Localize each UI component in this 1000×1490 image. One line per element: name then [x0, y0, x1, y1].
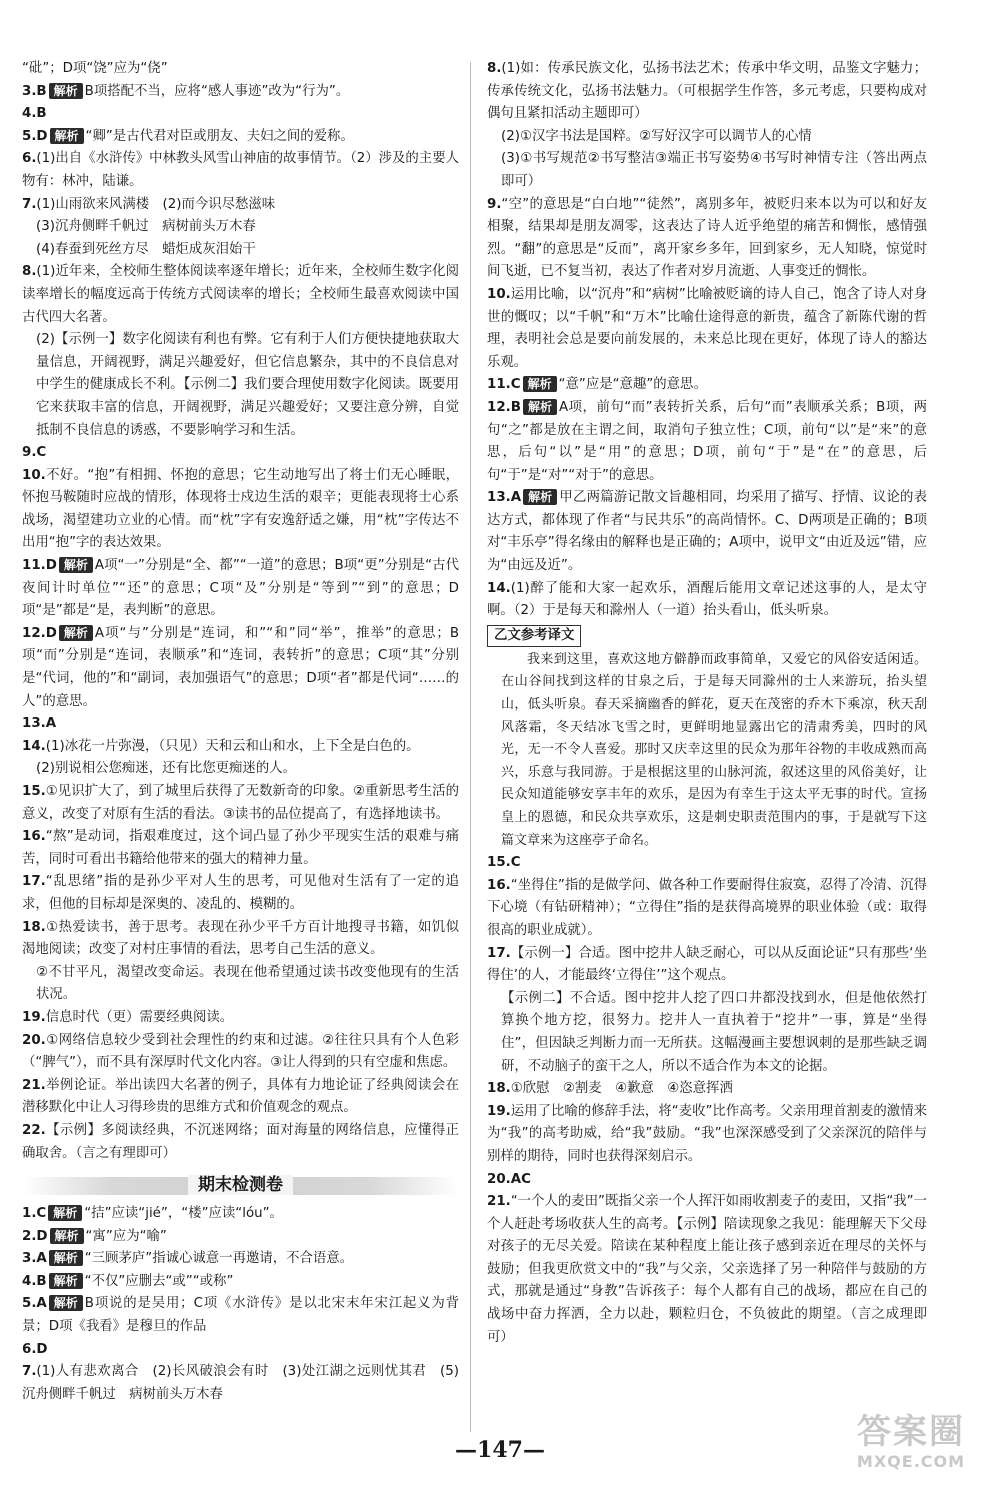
answer-text: (1)如：传承民族文化，弘扬书法艺术；传承中华文明，品鉴文字魅力；传承传统文化，弘扬书法魅力。（可根据学生作答，多元考虑，只要构成对偶句且紧扣活动主题即可）	[487, 61, 927, 122]
answer-item	[487, 988, 927, 1078]
question-number: 16.	[487, 877, 511, 893]
question-number: 15.C	[487, 855, 521, 871]
answer-text: (2)【示例一】数字化阅读有利也有弊。它有利于人们方便快捷地获取大量信息，开阔视野，满足兴趣爱好，但它信息繁杂，其中的不良信息对中学生的健康成长不利。【示例二】我们要合理使用数字化阅读。既要用它来获取丰富的信息，开阔视野，满足兴趣爱好；又要注意分辨，自觉抵制不良信息的诱惑，不要影响学习和生活。	[36, 332, 459, 438]
translation-text	[487, 649, 927, 852]
column-divider	[470, 62, 471, 1432]
answer-item	[487, 126, 927, 149]
section-title-final-exam	[22, 1171, 459, 1199]
answer-item	[22, 1361, 459, 1406]
answer-text: (1)冰花一片弥漫，（只见）天和云和山和水，上下全是白色的。	[45, 738, 420, 754]
answer-item	[487, 1169, 927, 1192]
answer-text: “砒”；D项“饶”应为“侥”	[22, 61, 168, 76]
question-number: 9.	[487, 196, 502, 212]
question-number: 3.A	[22, 1251, 47, 1267]
answer-text: “寓”应为“喻”	[85, 1228, 167, 1244]
answer-item	[22, 736, 459, 759]
answer-text: ①热爱读书，善于思考。表现在孙少平千方百计地搜寻书籍，如饥似渴地阅读；改变了对村庄事情的看法，思考自己生活的意义。	[22, 919, 459, 958]
answer-item	[22, 58, 459, 81]
answer-item	[22, 623, 459, 713]
page-number-value: 147	[477, 1437, 523, 1463]
analysis-tag: 解析	[59, 557, 93, 573]
answer-item	[22, 1075, 459, 1120]
answer-text: (1)山雨欲来风满楼 (2)而今识尽愁滋味	[36, 196, 276, 212]
answer-text: ②不甘平凡，渴望改变命运。表现在他希望通过读书改变他现有的生活状况。	[36, 964, 459, 1003]
answer-item	[22, 1007, 459, 1030]
answer-text: (1)出自《水浒传》中林教头风雪山神庙的故事情节。（2）涉及的主要人物有：林冲，陆谦。	[22, 151, 459, 189]
answer-item	[487, 487, 927, 577]
watermark-main: 答案圈	[857, 1412, 965, 1452]
answer-text: ①网络信息较少受到社会理性的约束和过滤。②往往只具有个人色彩（“脾气”），而不具有深厚时代文化内容。③让人得到的只有空虚和焦虑。	[22, 1032, 459, 1071]
question-number: 17.	[487, 945, 511, 961]
answer-text: 运用了比喻的修辞手法，将“麦收”比作高考。父亲用理首割麦的激情来为“我”的高考助威，给“我”鼓励。“我”也深深感受到了父亲深沉的陪伴与别样的期待，同时也获得深刻启示。	[487, 1103, 927, 1164]
answer-item	[22, 465, 459, 555]
question-number: 10.	[22, 467, 46, 483]
answer-item	[487, 1101, 927, 1169]
analysis-tag: 解析	[50, 128, 84, 144]
answer-text: B项说的是吴用；C项《水浒传》是以北宋末年宋江起义为背景；D项《我看》是穆旦的作品	[22, 1296, 459, 1335]
answer-text: 信息时代（更）需要经典阅读。	[45, 1009, 234, 1025]
question-number: 21.	[487, 1194, 511, 1210]
question-number: 18.	[487, 1081, 511, 1097]
question-number: 12.B	[487, 399, 521, 415]
analysis-tag: 解析	[523, 376, 557, 392]
answer-item	[22, 126, 459, 149]
question-number: 20.	[22, 1032, 46, 1048]
answer-item	[487, 578, 927, 623]
answer-text: (1)人有悲欢离合 (2)长风破浪会有时 (3)处江湖之远则忧其君 (5)沉舟侧畔千帆过 病树前头万木春	[22, 1364, 459, 1402]
translation-block	[487, 623, 927, 852]
question-number: 16.	[22, 829, 46, 845]
answer-text: “空”的意思是“白白地”“徒然”，离别多年，被贬归来本以为可以和好友相聚，结果却是朋友凋零，这表达了诗人近乎绝望的痛苦和惆怅，感情强烈。“翻”的意思是“反而”，离开家乡多年，回到家乡，无人知晓，惊觉时间飞逝，已不复当初，表达了作者对岁月流逝、人事变迁的惆怅。	[487, 196, 927, 280]
analysis-tag: 解析	[523, 489, 557, 505]
question-number: 8.	[487, 61, 502, 76]
analysis-tag: 解析	[59, 625, 93, 641]
answer-text: A项“与”分别是“连词，和”“和”同“举”，推举”的意思；B项“而”分别是“连词，表顺承”和“连词，表转折”的意思；C项“其”分别是“代词，他的”和“副词，表加强语气”的意思；D项“者”都是代词“……的人”的意思。	[22, 625, 459, 709]
answer-text: “一个人的麦田”既指父亲一个人挥汗如雨收割麦子的麦田，又指“我”一个人赶赴考场收获人生的高考。【示例】陪读现象之我见：能理解天下父母对孩子的无尽关爱。陪读在某种程度上能让孩子感到亲近在理尽的关怀与鼓励；但我更欣赏文中的“我”与父亲，父亲选择了另一种陪伴与鼓励的方式，那就是通过“身教”告诉孩子：每个人都有自己的战场，都应在自己的战场中奋力挥洒，全力以赴，颗粒归仓，不负彼此的期望。（言之成理即可）	[487, 1194, 927, 1345]
analysis-tag: 解析	[49, 1295, 83, 1311]
analysis-tag: 解析	[523, 399, 557, 415]
answer-text: 【示例二】不合适。图中挖井人挖了四口井都没找到水，但是他依然打算换个地方挖，很努力。挖井人一直执着于“挖井”一事，算是“坐得住”，但因缺乏判断力而一无所获。这幅漫画主要想讽刺的是那些缺乏调研，不动脑子的蛮干之人，所以不适合作为本文的论据。	[501, 990, 927, 1074]
answer-text: “意”应是“意趣”的意思。	[558, 377, 707, 393]
watermark-domain: MXQE.COM	[856, 1452, 966, 1471]
answer-text: “三顾茅庐”指诚心诚意一再邀请，不合语意。	[84, 1251, 354, 1267]
question-number: 11.C	[487, 377, 521, 393]
question-number: 2.D	[22, 1228, 48, 1244]
answer-text: 甲乙两篇游记散文旨趣相同，均采用了描写、抒情、议论的表达方式，都体现了作者“与民共乐”的高尚情怀。C、D两项是正确的；B项对“丰乐亭”得名缘由的解释也是正确的；A项中，说甲文“由近及远”错，应为“由远及近”。	[487, 490, 927, 574]
answer-text: “熬”是动词，指艰难度过，这个词凸显了孙少平现实生活的艰难与痛苦，同时可看出书籍给他带来的强大的精神力量。	[22, 829, 459, 867]
answer-item	[22, 758, 459, 781]
answer-text: A项，前句“而”表转折关系，后句“而”表顺承关系；B项，两句“之”都是放在主谓之间，取消句子独立性；C项，前句“以”是“来”的意思，后句“以”是“用”的意思；D项，前句“于”是“在”的意思，后句“于”是“对”“对于”的意思。	[487, 399, 927, 483]
answer-item	[487, 852, 927, 875]
answer-text: “不仅”应删去“或”“或称”	[84, 1273, 234, 1289]
answer-item	[22, 103, 459, 126]
question-number: 21.	[22, 1077, 46, 1093]
answer-item	[487, 148, 927, 193]
answer-text: (2)①汉字书法是国粹。②写好汉字可以调节人的心情	[501, 128, 812, 144]
answer-item	[487, 58, 927, 126]
answer-item	[487, 397, 927, 487]
answer-item	[22, 216, 459, 239]
question-number: 9.C	[22, 445, 47, 461]
answer-item	[22, 1271, 459, 1294]
answer-text: (1)近年来，全校师生整体阅读率逐年增长；近年来，全校师生数字化阅读率增长的幅度远高于传统方式阅读率的增长；全校师生最喜欢阅读中国古代四大名著。	[22, 264, 459, 325]
question-number: 14.	[22, 738, 46, 754]
answer-item	[22, 329, 459, 442]
answer-text: B项搭配不当，应将“感人事迹”改为“行为”。	[84, 83, 350, 99]
question-number: 22.	[22, 1122, 46, 1138]
answer-item	[22, 1030, 459, 1075]
question-number: 14.	[487, 580, 511, 596]
question-number: 13.A	[22, 716, 57, 732]
question-number: 17.	[22, 874, 46, 890]
answer-item	[22, 1293, 459, 1338]
answer-item	[22, 148, 459, 193]
question-number: 6.D	[22, 1341, 48, 1357]
answer-item	[22, 1226, 459, 1249]
page-number: —147—	[455, 1437, 545, 1463]
left-column	[22, 58, 459, 1406]
question-number: 20.AC	[487, 1171, 531, 1187]
question-number: 15.	[22, 784, 46, 799]
answer-item	[22, 261, 459, 329]
translation-paragraph: 我来到这里，喜欢这地方僻静而政事简单，又爱它的风俗安适闲适。在山谷间找到这样的甘泉之后，于是每天同滁州的士人来游玩，抬头望山，低头听泉。春天采摘幽香的鲜花，夏天在茂密的乔木下乘凉，秋天刮风落霜，冬天结冰飞雪之时，更鲜明地显露出它的清肃秀美，四时的风光，无一不令人喜爱。那时又庆幸这里的民众为那年谷物的丰收成熟而高兴，乐意与我同游。于是根据这里的山脉河流，叙述这里的风俗美好，让民众知道能够安享丰年的欢乐，是因为有幸生于这太平无事的时代。宣扬皇上的恩德，和民众共享欢乐，这是刺史职责范围内的事，于是就写下这篇文章来为这座亭子命名。	[501, 651, 927, 848]
translation-title: 乙文参考译文	[487, 625, 581, 647]
question-number: 19.	[22, 1009, 46, 1025]
question-number: 4.B	[22, 1273, 47, 1289]
question-number: 10.	[487, 286, 511, 302]
answer-item	[22, 871, 459, 916]
answer-item	[22, 1203, 459, 1226]
answer-item	[22, 442, 459, 465]
answer-text: (4)春蚕到死丝方尽 蜡炬成灰泪始干	[36, 241, 256, 257]
answer-text: 举例论证。举出读四大名著的例子，具体有力地论证了经典阅读会在潜移默化中让人习得珍贵的思维方式和价值观念的观点。	[22, 1077, 459, 1116]
question-number: 13.A	[487, 490, 522, 506]
answer-item	[22, 1120, 459, 1165]
answer-item	[487, 943, 927, 988]
answer-item	[22, 713, 459, 736]
question-number: 8.	[22, 264, 37, 280]
answer-text: (2)别说相公您痴迷，还有比您更痴迷的人。	[36, 761, 296, 777]
analysis-tag: 解析	[49, 1250, 83, 1266]
answer-text: (3)①书写规范②书写整洁③端正书写姿势④书写时神情专注（答出两点即可）	[501, 151, 927, 189]
answer-item	[487, 374, 927, 397]
answer-text: ①见识扩大了，到了城里后获得了无数新奇的印象。②重新思考生活的意义，改变了对原有生活的看法。③读书的品位提高了，有选择地读书。	[22, 784, 459, 822]
answer-text: 【示例】多阅读经典，不沉迷网络；面对海量的网络信息，应懂得正确取舍。（言之有理即可）	[22, 1122, 459, 1161]
answer-item	[22, 917, 459, 962]
question-number: 7.	[22, 1364, 37, 1380]
answer-text: “乱思绪”指的是孙少平对人生的思考，可见他对生活有了一定的追求，但他的目标却是深奥的、凌乱的、模糊的。	[22, 874, 459, 912]
answer-item	[22, 826, 459, 871]
answer-item	[22, 81, 459, 104]
question-number: 1.C	[22, 1206, 47, 1222]
answer-item	[22, 962, 459, 1007]
question-number: 5.A	[22, 1296, 47, 1312]
answer-text: “坐得住”指的是做学问、做各种工作要耐得住寂寞，忍得了冷清、沉得下心境（有钻研精神）；“立得住”指的是获得高境界的职业体验（或：取得很高的职业成就）。	[487, 877, 927, 938]
question-number: 19.	[487, 1103, 511, 1119]
question-number: 12.D	[22, 625, 57, 641]
question-number: 5.D	[22, 128, 48, 144]
question-number: 6.	[22, 151, 37, 167]
answer-text: 不好。“抱”有相拥、怀抱的意思；它生动地写出了将士们无心睡眠，怀抱马鞍随时应战的情形，体现将士戍边生活的艰辛；更能表现将士心系战场，渴望建功立业的心情。而“枕”字有安逸舒适之嫌，用“枕”字传达不出用“抱”字的表达效果。	[22, 467, 459, 551]
answer-text: ①欣慰 ②割麦 ④歉意 ④恣意挥洒	[510, 1081, 733, 1097]
answer-text: (1)醉了能和大家一起欢乐，酒醒后能用文章记述这事的人，是太守啊。（2）于是每天和滁州人（一道）抬头看山，低头听泉。	[487, 580, 927, 619]
answer-text: 运用比喻，以“沉舟”和“病树”比喻被贬谪的诗人自己，饱含了诗人对身世的慨叹；以“千帆”和“万木”比喻仕途得意的新贵，蕴含了新陈代谢的哲理，表明社会总是要向前发展的，未来总比现在更好，体现了诗人的豁达乐观。	[487, 286, 927, 370]
watermark-logo	[836, 1412, 986, 1482]
question-number: 7.	[22, 196, 37, 212]
answer-text: (3)沉舟侧畔千帆过 病树前头万木春	[36, 219, 256, 235]
analysis-tag: 解析	[49, 83, 83, 99]
answer-item	[22, 1339, 459, 1362]
answer-text: “卿”是古代君对臣或朋友、夫妇之间的爱称。	[85, 128, 354, 144]
question-number: 11.D	[22, 558, 57, 574]
analysis-tag: 解析	[49, 1273, 83, 1289]
question-number: 4.B	[22, 106, 47, 122]
answer-item	[22, 781, 459, 826]
answer-item	[487, 1078, 927, 1101]
right-column	[487, 58, 927, 1349]
analysis-tag: 解析	[50, 1228, 84, 1244]
answer-item	[487, 284, 927, 374]
section-title-text: 期末检测卷	[188, 1175, 293, 1195]
question-number: 3.B	[22, 83, 47, 99]
answer-item	[487, 1191, 927, 1349]
answer-item	[22, 1248, 459, 1271]
answer-item	[22, 239, 459, 262]
answer-item	[487, 875, 927, 943]
answer-text: A项“一”分别是“全、都”“一道”的意思；B项“更”分别是“古代夜间计时单位”“还”的意思；C项“及”分别是“等到”“到”的意思；D项“是”都是“是，表判断”的意思。	[22, 558, 459, 619]
answer-text: “拮”应读“jié”，“楼”应读“lóu”。	[84, 1206, 283, 1222]
analysis-tag: 解析	[48, 1205, 82, 1221]
answer-item	[487, 194, 927, 284]
answer-item	[22, 555, 459, 623]
answer-text: 【示例一】合适。图中挖井人缺乏耐心，可以从反面论证“只有那些‘坐得住’的人，才能最终‘立得住’”这个观点。	[487, 945, 927, 984]
question-number: 18.	[22, 919, 46, 935]
answer-item	[22, 194, 459, 217]
